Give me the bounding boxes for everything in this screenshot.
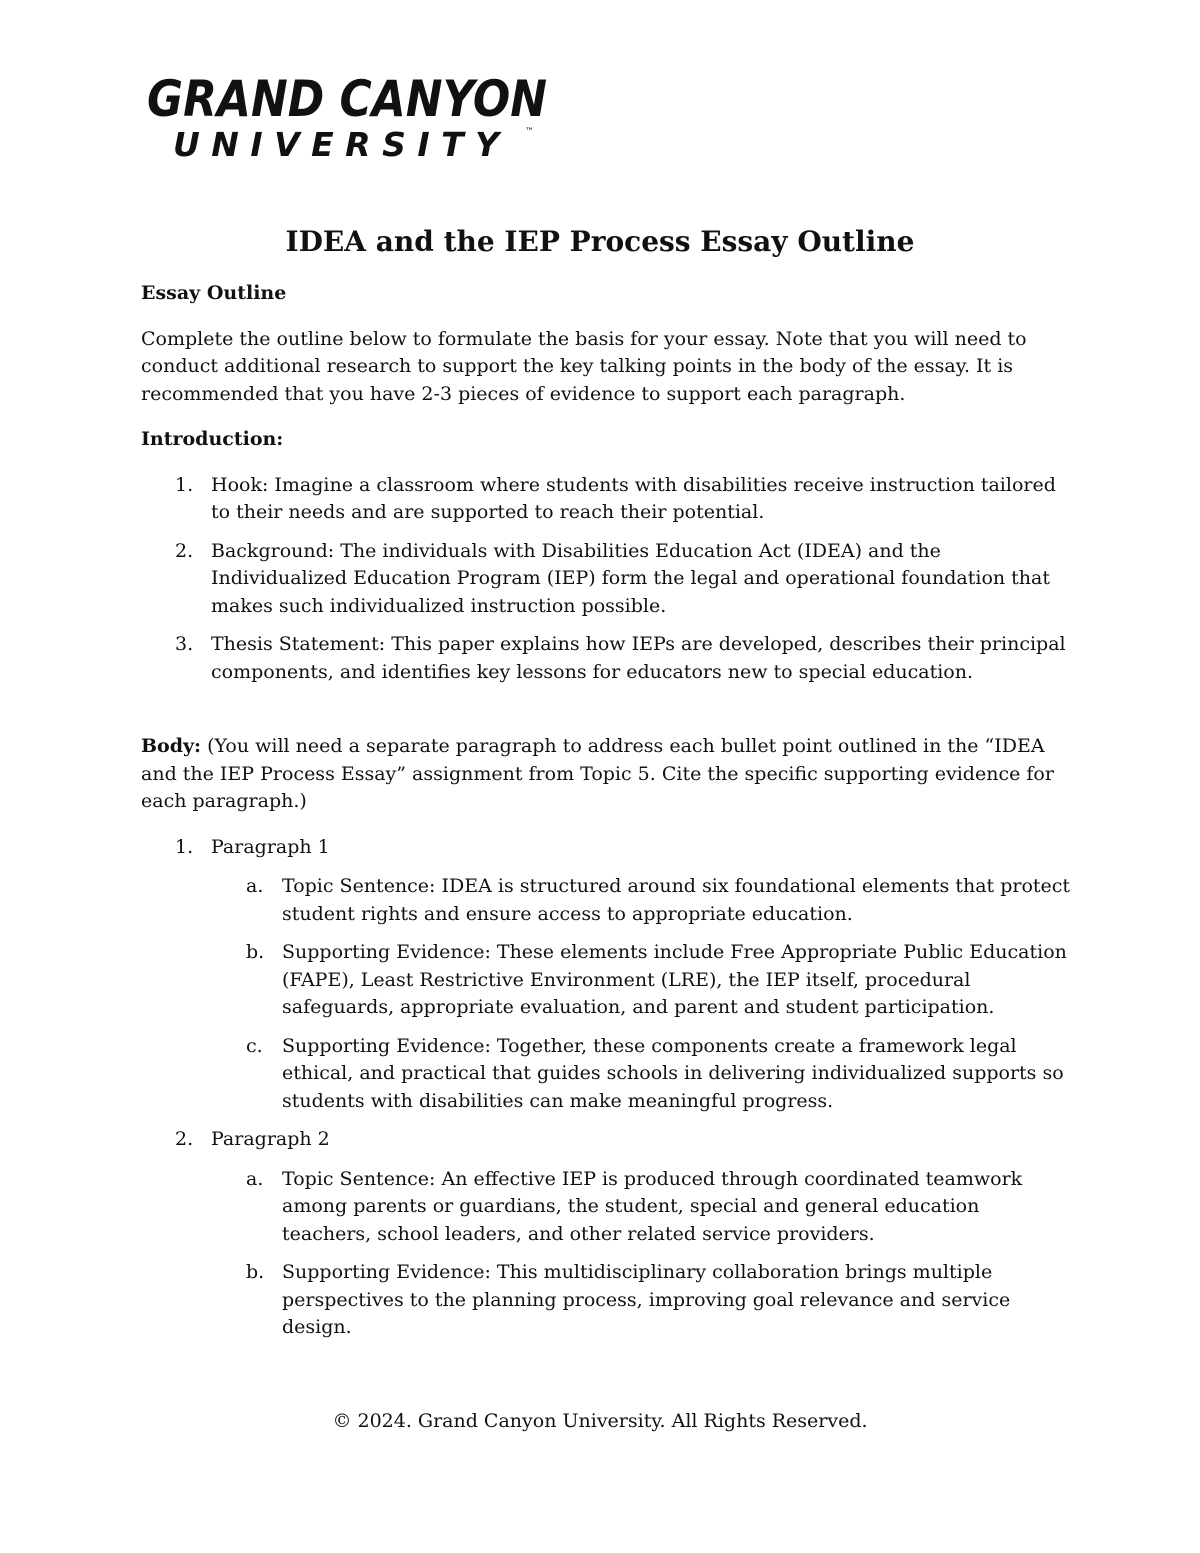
sub-list-item bbox=[211, 1259, 1071, 1342]
item-text: Supporting Evidence: This multidisciplinary collaboration brings multiple perspectives to the planning process, improving goal relevance and service design. bbox=[282, 1261, 1011, 1338]
page-title: IDEA and the IEP Process Essay Outline bbox=[285, 225, 915, 258]
logo-trademark: ™ bbox=[525, 127, 534, 137]
item-letter: a. bbox=[246, 1167, 264, 1190]
item-number: 1. bbox=[175, 473, 194, 496]
essay-outline-heading: Essay Outline bbox=[141, 282, 287, 304]
list-item bbox=[141, 631, 1071, 686]
item-letter: a. bbox=[246, 875, 264, 897]
logo-line-1: GRAND CANYON bbox=[147, 72, 547, 128]
list-item bbox=[141, 834, 1071, 1116]
body-list bbox=[141, 834, 1071, 1342]
copyright-footer: © 2024. Grand Canyon University. All Rights Reserved. bbox=[332, 1410, 868, 1432]
item-number: 2. bbox=[175, 1128, 194, 1150]
instructions-paragraph: Complete the outline below to formulate the basis for your essay. Note that you will need to conduct additional research to support the key talking points in the body of the essay. It is recommended that you have 2-3 pieces of evidence to support each paragraph. bbox=[141, 327, 1027, 405]
list-item bbox=[141, 1126, 1071, 1342]
introduction-list bbox=[141, 472, 1071, 687]
item-letter: b. bbox=[246, 941, 265, 963]
item-text: Background: The individuals with Disabilities Education Act (IDEA) and the Individualized Education Program (IEP) form the legal and operational foundation that makes such individualized instruction possible. bbox=[211, 539, 1050, 617]
list-item bbox=[141, 472, 1071, 527]
body-label: Body: bbox=[141, 735, 202, 757]
document-body bbox=[141, 280, 1071, 1353]
item-number: 2. bbox=[175, 539, 194, 562]
body-instructions bbox=[141, 733, 1071, 816]
item-text: Thesis Statement: This paper explains how IEPs are developed, describes their principal components, and identifies key lessons for educators new to special education. bbox=[211, 633, 1066, 683]
item-text: Topic Sentence: IDEA is structured around six foundational elements that protect student rights and ensure access to appropriate education. bbox=[282, 875, 1071, 925]
paragraph-label: Paragraph 2 bbox=[211, 1128, 330, 1150]
sub-list-item bbox=[211, 873, 1071, 928]
item-text: Topic Sentence: An effective IEP is produced through coordinated teamwork among parents or guardians, the student, special and general education teachers, school leaders, and other related service providers. bbox=[282, 1167, 1023, 1245]
sub-list bbox=[211, 873, 1071, 1115]
introduction-heading: Introduction: bbox=[141, 428, 284, 450]
university-logo bbox=[147, 72, 557, 162]
item-letter: b. bbox=[246, 1261, 265, 1283]
item-number: 3. bbox=[175, 633, 194, 655]
paragraph-label: Paragraph 1 bbox=[211, 835, 330, 858]
item-text: Hook: Imagine a classroom where students with disabilities receive instruction tailored to their needs and are supported to reach their potential. bbox=[211, 473, 1056, 523]
item-text: Supporting Evidence: Together, these components create a framework legal ethical, and practical that guides schools in delivering individualized supports so students with disabilities can make meaningful progress. bbox=[282, 1034, 1064, 1112]
item-letter: c. bbox=[246, 1034, 263, 1057]
spacer bbox=[141, 697, 1071, 733]
sub-list-item bbox=[211, 1033, 1071, 1116]
item-number: 1. bbox=[175, 835, 194, 858]
sub-list-item bbox=[211, 1166, 1071, 1249]
sub-list bbox=[211, 1166, 1071, 1342]
item-text: Supporting Evidence: These elements include Free Appropriate Public Education (FAPE), Least Restrictive Environment (LRE), the IEP itself, procedural safeguards, appropriate evaluation, and parent and student participation. bbox=[282, 941, 1067, 1018]
logo-line-2: UNIVERSITY bbox=[173, 125, 517, 162]
sub-list-item bbox=[211, 939, 1071, 1022]
body-note: (You will need a separate paragraph to address each bullet point outlined in the “IDEA and the IEP Process Essay” assignment from Topic 5. Cite the specific supporting evidence for each paragraph.) bbox=[141, 735, 1054, 812]
logo-graphic bbox=[147, 72, 557, 162]
list-item bbox=[141, 538, 1071, 621]
